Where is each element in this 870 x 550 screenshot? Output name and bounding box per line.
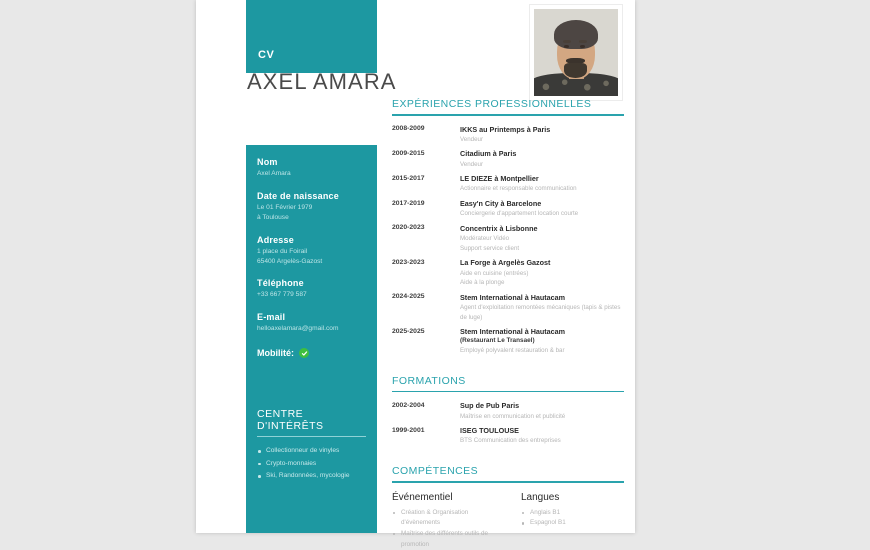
entry-row (392, 401, 624, 421)
skills-columns (392, 492, 624, 550)
list-item: Anglais B1 (521, 508, 624, 519)
list-item: Collectionneur de vinyles (257, 445, 366, 458)
interests-title: CENTRE D'INTÉRÊTS (257, 408, 324, 433)
detail-value: Le 01 Février 1979 à Toulouse (257, 203, 313, 221)
detail-label: Nom (257, 157, 278, 167)
detail-label: Date de naissance (257, 190, 339, 201)
skills-heading: Événementiel (392, 491, 453, 503)
mobility-label: Mobilité: (257, 348, 294, 359)
education-section-title: FORMATIONS (392, 374, 466, 387)
interests-list (257, 445, 366, 483)
entry-body (460, 149, 624, 169)
skills-list (392, 508, 495, 550)
list-item: Crypto-monnaies (257, 458, 366, 471)
education-divider (392, 391, 624, 393)
entry-body (460, 327, 624, 355)
entry-description: Agent d'exploitation remontées mécaniques (tapis & pistes de luge) (460, 304, 621, 321)
entry-date: 2002-2004 (392, 401, 425, 409)
experience-section-title: EXPÉRIENCES PROFESSIONNELLES (392, 98, 592, 110)
entry-description: Vendeur (460, 160, 484, 168)
skills-divider (392, 481, 624, 483)
entry-date: 1999-2001 (392, 426, 425, 434)
education-list (392, 401, 624, 446)
list-item: Espagnol B1 (521, 518, 624, 529)
entry-title: Concentrix à Lisbonne (460, 223, 538, 233)
entry-date: 2017-2019 (392, 199, 425, 207)
entry-row (392, 199, 624, 219)
entry-description: Aide en cuisine (entrées) Aide à la plonge (460, 269, 529, 287)
entry-body (460, 199, 624, 219)
skills-column (392, 492, 495, 550)
detail-value: +33 667 779 587 (257, 291, 307, 299)
entry-date: 2009-2015 (392, 149, 425, 157)
detail-label: Téléphone (257, 278, 304, 289)
check-circle-icon (299, 348, 309, 358)
main-content (392, 98, 624, 550)
detail-group (257, 278, 366, 300)
entry-title: Stem International à Hautacam (460, 327, 566, 337)
entry-subtitle: (Restaurant Le Transael) (460, 336, 535, 344)
entry-row (392, 224, 624, 253)
page-title: AXEL AMARA (247, 69, 397, 94)
entry-date: 2023-2023 (392, 258, 425, 266)
entry-description: Actionnaire et responsable communication (460, 185, 577, 193)
sidebar (246, 145, 377, 533)
entry-body (460, 401, 624, 421)
detail-value: helloaxelamara@gmail.com (257, 325, 339, 333)
list-item: Création & Organisation d'évènements (392, 508, 495, 529)
personal-details (257, 157, 366, 334)
cv-page (196, 0, 635, 548)
entry-body (460, 258, 624, 287)
detail-value: Axel Amara (257, 170, 291, 177)
entry-title: LE DIEZE à Montpellier (460, 174, 539, 184)
entry-row (392, 125, 624, 145)
entry-title: Stem International à Hautacam (460, 292, 566, 302)
entry-body (460, 174, 624, 194)
skills-section-title: COMPÉTENCES (392, 464, 479, 477)
detail-group (257, 235, 366, 267)
entry-description: Maîtrise en communication et publicité (460, 412, 566, 420)
entry-date: 2020-2023 (392, 224, 425, 232)
entry-title: Sup de Pub Paris (460, 401, 520, 411)
skills-heading: Langues (521, 491, 560, 503)
experience-list (392, 125, 624, 356)
entry-description: Employé polyvalent restauration & bar (460, 347, 565, 355)
entry-date: 2015-2017 (392, 174, 425, 182)
list-item: Maîtrise des différents outils de promotion (392, 529, 495, 550)
avatar (529, 4, 623, 101)
entry-date: 2025-2025 (392, 327, 425, 335)
experience-divider (392, 114, 624, 116)
entry-date: 2024-2025 (392, 293, 425, 301)
detail-value: 1 place du Foirail 65400 Argelès-Gazost (257, 247, 323, 265)
cv-banner (246, 0, 377, 73)
skills-list (521, 508, 624, 529)
entry-row (392, 258, 624, 287)
portrait-photo (534, 9, 618, 96)
entry-body (460, 293, 624, 322)
entry-description: Modérateur Vidéo Support service client (460, 235, 520, 252)
entry-body (460, 426, 624, 446)
entry-title: Easy'n City à Barcelone (460, 199, 542, 209)
entry-title: IKKS au Printemps à Paris (460, 124, 551, 134)
skills-column (521, 492, 624, 550)
detail-group (257, 191, 366, 223)
entry-description: Conciergerie d'appartement location courte (460, 210, 579, 218)
entry-body (460, 224, 624, 253)
interests-divider (257, 436, 366, 437)
entry-description: Vendeur (460, 135, 484, 143)
entry-title: ISEG TOULOUSE (460, 426, 519, 436)
entry-row (392, 426, 624, 446)
entry-description: BTS Communication des entreprises (460, 437, 561, 445)
detail-group (257, 312, 366, 334)
entry-row (392, 327, 624, 355)
mobility-row (257, 348, 366, 358)
entry-title: La Forge à Argelès Gazost (460, 258, 551, 268)
entry-date: 2008-2009 (392, 125, 425, 133)
entry-row (392, 293, 624, 322)
detail-group (257, 157, 366, 179)
entry-body (460, 125, 624, 145)
cv-label: CV (258, 49, 275, 61)
list-item: Ski, Randonnées, mycologie (257, 470, 366, 483)
entry-row (392, 149, 624, 169)
entry-row (392, 174, 624, 194)
entry-title: Citadium à Paris (460, 149, 517, 159)
detail-label: E-mail (257, 312, 286, 323)
detail-label: Adresse (257, 234, 294, 245)
